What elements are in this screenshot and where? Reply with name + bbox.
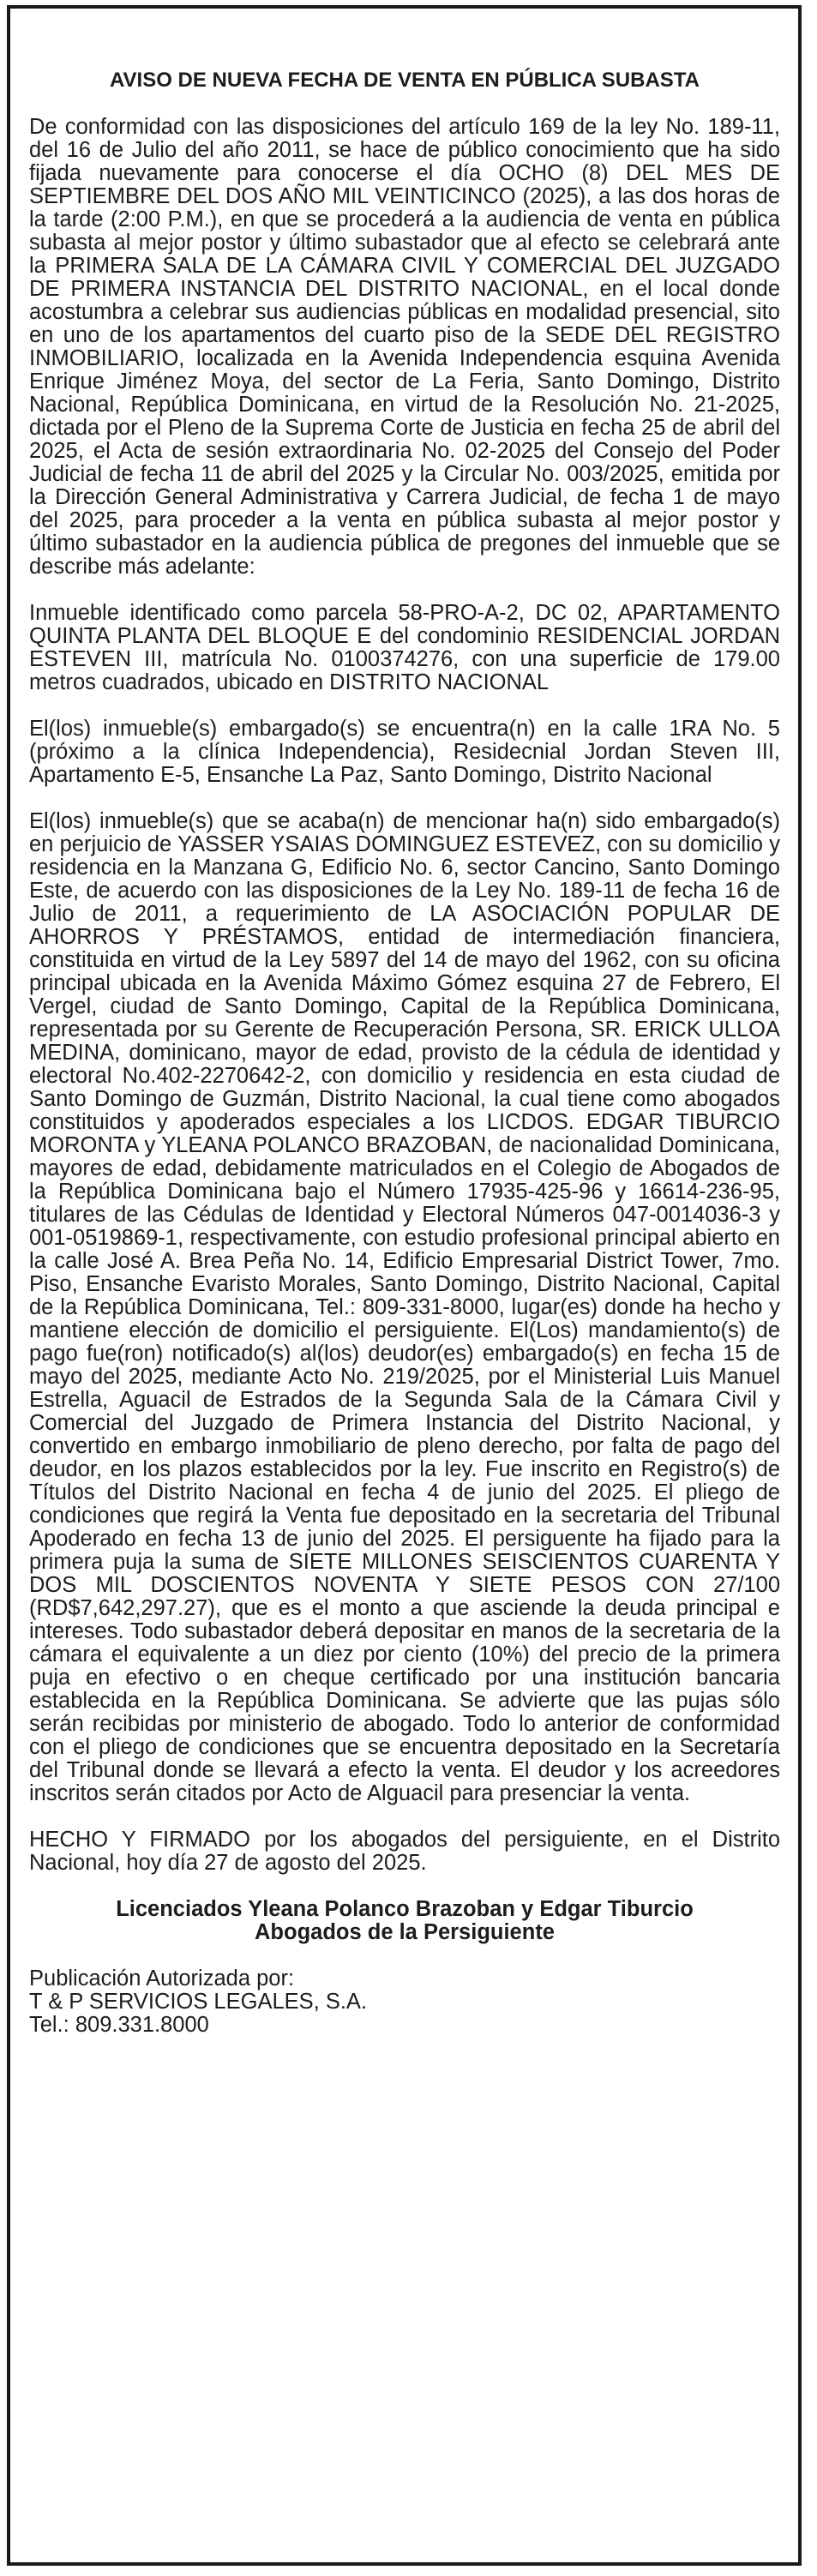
paragraph-signed-statement: HECHO Y FIRMADO por los abogados del persiguiente, en el Distrito Nacional, hoy día 27 de agosto del 2025. bbox=[29, 1828, 780, 1875]
notice-title: AVISO DE NUEVA FECHA DE VENTA EN PÚBLICA SUBASTA bbox=[109, 69, 700, 92]
signature-role: Abogados de la Persiguiente bbox=[255, 1920, 555, 1944]
paragraph-auction-date: De conformidad con las disposiciones del artículo 169 de la ley No. 189-11, del 16 de Julio del año 2011, se hace de público conocimiento que ha sido fijada nuevamente para conocerse el día OCHO (8) DEL MES DE SEPTIEMBRE DEL DOS AÑO MIL VEINTICINCO (2025), a las dos horas de la tarde (2:00 P.M.), en que se procederá a la audiencia de venta en pública subasta al mejor postor y último subastador que al efecto se celebrará ante la PRIMERA SALA DE LA CÁMARA CIVIL Y COMERCIAL DEL JUZGADO DE PRIMERA INSTANCIA DEL DISTRITO NACIONAL, en el local donde acostumbra a celebrar sus audiencias públicas en modalidad presencial, sito en uno de los apartamentos del cuarto piso de la SEDE DEL REGISTRO INMOBILIARIO, localizada en la Avenida Independencia esquina Avenida Enrique Jiménez Moya, del sector de La Feria, Santo Domingo, Distrito Nacional, República Dominicana, en virtud de la Resolución No. 21-2025, dictada por el Pleno de la Suprema Corte de Justicia en fecha 25 de abril del 2025, el Acta de sesión extraordinaria No. 02-2025 del Consejo del Poder Judicial de fecha 11 de abril del 2025 y la Circular No. 003/2025, emitida por la Dirección General Administrativa y Carrera Judicial, de fecha 1 de mayo del 2025, para proceder a la venta en pública subasta al mejor postor y último subastador en la audiencia pública de pregones del inmueble que se describe más adelante: bbox=[29, 115, 780, 579]
paragraph-property-location: El(los) inmueble(s) embargado(s) se encuentra(n) en la calle 1RA No. 5 (próximo a la clínica Independencia), Residecnial Jordan Steven III, Apartamento E-5, Ensanche La Paz, Santo Domingo, Distrito Nacional bbox=[29, 717, 780, 787]
publication-block bbox=[29, 1967, 780, 2037]
publication-company: T & P SERVICIOS LEGALES, S.A. bbox=[29, 1990, 368, 2014]
signature-block bbox=[29, 1898, 780, 1944]
publication-phone: Tel.: 809.331.8000 bbox=[29, 2013, 209, 2037]
notice-content bbox=[29, 69, 780, 2037]
paragraph-seizure-details: El(los) inmueble(s) que se acaba(n) de mencionar ha(n) sido embargado(s) en perjuicio de YASSER YSAIAS DOMINGUEZ ESTEVEZ, con su domicilio y residencia en la Manzana G, Edificio No. 6, sector Cancino, Santo Domingo Este, de acuerdo con las disposiciones de la Ley No. 189-11 de fecha 16 de Julio de 2011, a requerimiento de LA ASOCIACIÓN POPULAR DE AHORROS Y PRÉSTAMOS, entidad de intermediación financiera, constituida en virtud de la Ley 5897 del 14 de mayo del 1962, con su oficina principal ubicada en la Avenida Máximo Gómez esquina 27 de Febrero, El Vergel, ciudad de Santo Domingo, Capital de la República Dominicana, representada por su Gerente de Recuperación Persona, SR. ERICK ULLOA MEDINA, dominicano, mayor de edad, provisto de la cédula de identidad y electoral No.402-2270642-2, con domicilio y residencia en esta ciudad de Santo Domingo de Guzmán, Distrito Nacional, la cual tiene como abogados constituidos y apoderados especiales a los LICDOS. EDGAR TIBURCIO MORONTA y YLEANA POLANCO BRAZOBAN, de nacionalidad Dominicana, mayores de edad, debidamente matriculados en el Colegio de Abogados de la República Dominicana bajo el Número 17935-425-96 y 16614-236-95, titulares de las Cédulas de Identidad y Electoral Números 047-0014036-3 y 001-0519869-1, respectivamente, con estudio profesional principal abierto en la calle José A. Brea Peña No. 14, Edificio Empresarial District Tower, 7mo. Piso, Ensanche Evaristo Morales, Santo Domingo, Distrito Nacional, Capital de la República Dominicana, Tel.: 809-331-8000, lugar(es) donde ha hecho y mantiene elección de domicilio el persiguiente. El(Los) mandamiento(s) de pago fue(ron) notificado(s) al(los) deudor(es) embargado(s) en fecha 15 de mayo del 2025, mediante Acto No. 219/2025, por el Ministerial Luis Manuel Estrella, Aguacil de Estrados de la Segunda Sala de la Cámara Civil y Comercial del Juzgado de Primera Instancia del Distrito Nacional, y convertido en embargo inmobiliario de pleno derecho, por falta de pago del deudor, en los plazos establecidos por la ley. Fue inscrito en Registro(s) de Títulos del Distrito Nacional en fecha 4 de junio del 2025. El pliego de condiciones que regirá la Venta fue depositado en la secretaria del Tribunal Apoderado en fecha 13 de junio del 2025. El persiguente ha fijado para la primera puja la suma de SIETE MILLONES SEISCIENTOS CUARENTA Y DOS MIL DOSCIENTOS NOVENTA Y SIETE PESOS CON 27/100 (RD$7,642,297.27), que es el monto a que asciende la deuda principal e intereses. Todo subastador deberá depositar en manos de la secretaria de la cámara el equivalente a un diez por ciento (10%) del precio de la primera puja en efectivo o en cheque certificado por una institución bancaria establecida en la República Dominicana. Se advierte que las pujas sólo serán recibidas por ministerio de abogado. Todo lo anterior de conformidad con el pliego de condiciones que se encuentra depositado en la Secretaría del Tribunal donde se llevará a efecto la venta. El deudor y los acreedores inscritos serán citados por Acto de Alguacil para presenciar la venta. bbox=[29, 809, 780, 1805]
publication-authorized-label: Publicación Autorizada por: bbox=[29, 1967, 295, 1991]
signature-lawyers: Licenciados Yleana Polanco Brazoban y Edgar Tiburcio bbox=[116, 1897, 694, 1921]
paragraph-property-description: Inmueble identificado como parcela 58-PRO-A-2, DC 02, APARTAMENTO QUINTA PLANTA DEL BLOQUE E del condominio RESIDENCIAL JORDAN ESTEVEN III, matrícula No. 0100374276, con una superficie de 179.00 metros cuadrados, ubicado en DISTRITO NACIONAL bbox=[29, 601, 780, 694]
legal-notice-box bbox=[7, 5, 802, 2566]
